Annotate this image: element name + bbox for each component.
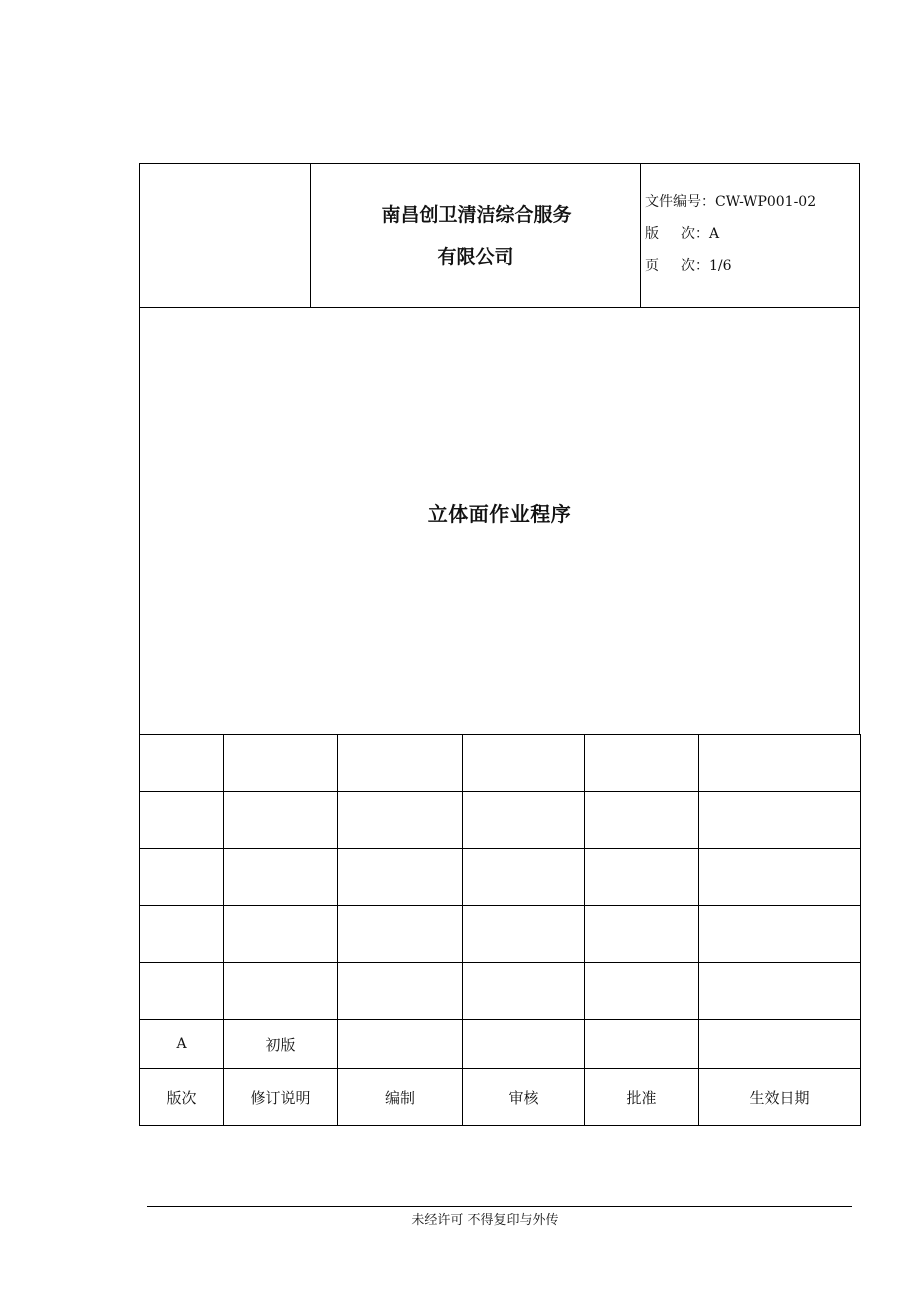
title-block — [139, 307, 860, 735]
logo-cell — [140, 164, 311, 307]
table-cell — [338, 735, 463, 792]
entry-effective-date-cell — [699, 1020, 861, 1069]
table-cell — [463, 735, 585, 792]
table-row — [140, 906, 861, 963]
table-cell — [224, 849, 338, 906]
doc-number-value: CW-WP001-02 — [715, 194, 817, 210]
table-cell — [699, 906, 861, 963]
column-version: 版次 — [140, 1069, 224, 1126]
table-cell — [140, 735, 224, 792]
entry-version-cell: A — [140, 1020, 224, 1069]
table-row — [140, 849, 861, 906]
column-effective-date: 生效日期 — [699, 1069, 861, 1126]
doc-number-label: 文件编号： — [645, 194, 715, 210]
document-header — [139, 163, 860, 308]
table-cell — [140, 792, 224, 849]
document-info — [641, 164, 859, 307]
footer-divider — [147, 1206, 852, 1207]
company-name — [311, 164, 641, 307]
table-cell — [585, 906, 699, 963]
entry-prepared-cell — [338, 1020, 463, 1069]
column-prepared-by: 编制 — [338, 1069, 463, 1126]
entry-approved-cell — [585, 1020, 699, 1069]
table-cell — [463, 963, 585, 1020]
table-cell — [140, 849, 224, 906]
table-cell — [224, 735, 338, 792]
table-cell — [585, 963, 699, 1020]
table-cell — [463, 849, 585, 906]
doc-number-row — [645, 186, 859, 218]
table-cell — [338, 963, 463, 1020]
table-cell — [338, 792, 463, 849]
table-cell — [463, 906, 585, 963]
table-cell — [224, 963, 338, 1020]
table-cell — [699, 792, 861, 849]
table-cell — [224, 906, 338, 963]
column-revision-description: 修订说明 — [224, 1069, 338, 1126]
page-label-b: 次： — [681, 258, 709, 274]
page-label — [645, 250, 709, 282]
page-value: 1/6 — [709, 258, 732, 274]
table-cell — [699, 963, 861, 1020]
entry-description-cell: 初版 — [224, 1020, 338, 1069]
column-approved-by: 批准 — [585, 1069, 699, 1126]
table-cell — [338, 906, 463, 963]
table-cell — [463, 792, 585, 849]
version-value: A — [709, 226, 720, 242]
table-row — [140, 735, 861, 792]
company-name-line1: 南昌创卫清洁综合服务 — [381, 203, 572, 226]
company-name-line2: 有限公司 — [437, 245, 514, 268]
revision-header-row — [140, 1069, 861, 1126]
table-row — [140, 963, 861, 1020]
table-row — [140, 792, 861, 849]
version-label-a: 版 — [645, 226, 659, 242]
page-label-a: 页 — [645, 258, 659, 274]
table-cell — [338, 849, 463, 906]
table-cell — [140, 963, 224, 1020]
table-cell — [224, 792, 338, 849]
page-row — [645, 250, 859, 282]
version-label — [645, 218, 709, 250]
table-cell — [699, 849, 861, 906]
table-cell — [585, 849, 699, 906]
table-cell — [699, 735, 861, 792]
version-label-b: 次： — [681, 226, 709, 242]
table-cell — [585, 792, 699, 849]
table-cell — [585, 735, 699, 792]
document-title: 立体面作业程序 — [427, 502, 572, 526]
table-cell — [140, 906, 224, 963]
footer-notice: 未经许可 不得复印与外传 — [411, 1213, 559, 1228]
revision-table — [139, 734, 861, 1126]
column-reviewed-by: 审核 — [463, 1069, 585, 1126]
entry-reviewed-cell — [463, 1020, 585, 1069]
version-row — [645, 218, 859, 250]
revision-entry-row — [140, 1020, 861, 1069]
